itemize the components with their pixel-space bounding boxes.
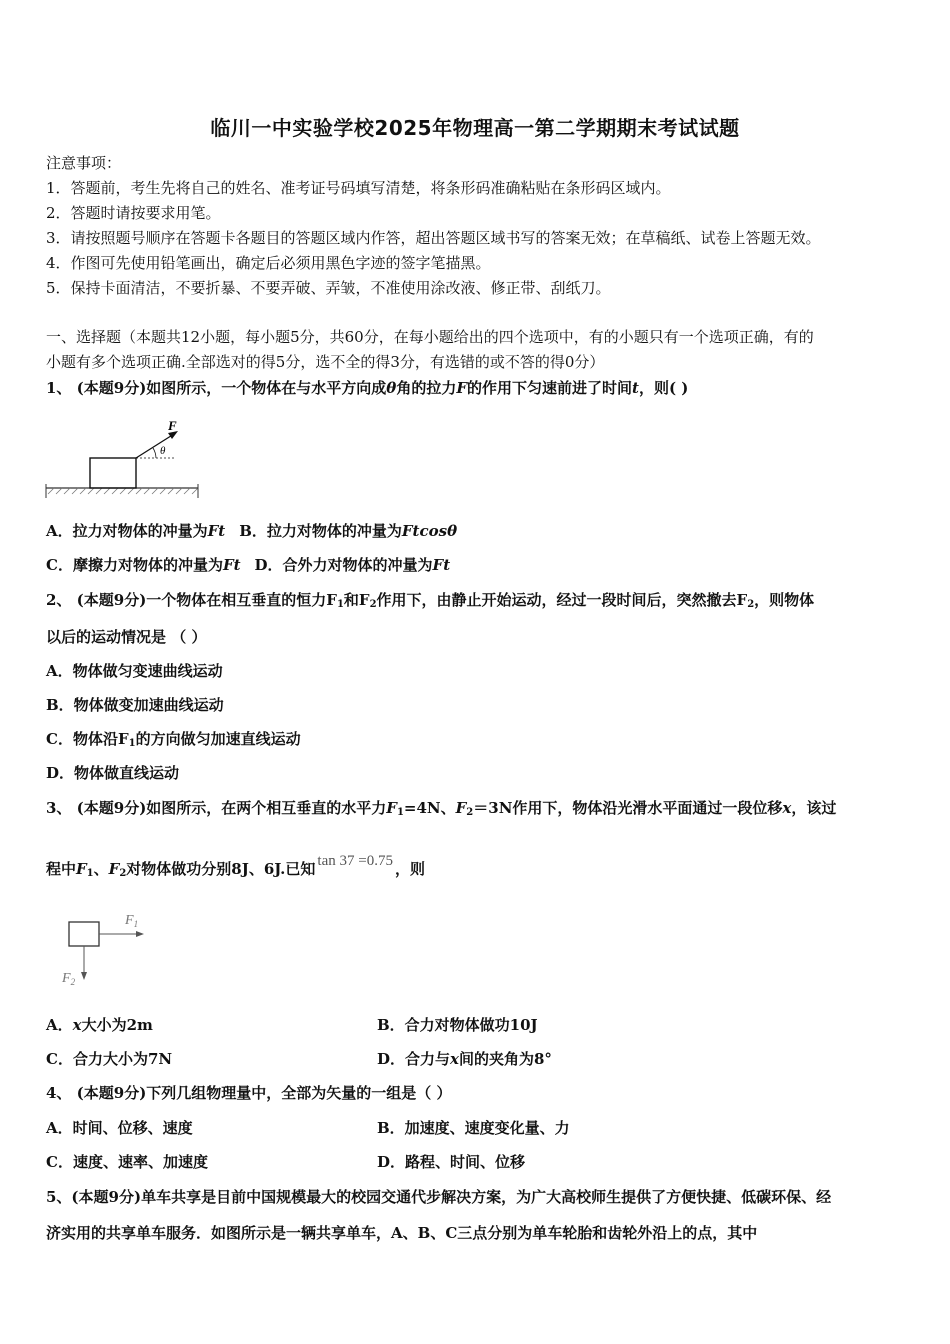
q2-stem-line2: 以后的运动情况是 （ ） [46,628,207,646]
q3-option-c: C．合力大小为7N [46,1050,173,1068]
q2-option-c: C．物体沿$F_1$的方向做匀加速直线运动 [46,730,301,749]
q1-options-ab: A．拉力对物体的冲量为Ft B．拉力对物体的冲量为Ftcosθ [46,522,458,540]
q2-option-b: B．物体做变加速曲线运动 [46,696,224,714]
q5-stem-line1: 5、(本题9分)单车共享是目前中国规模最大的校园交通代步解决方案，为广大高校师生提供了方便快捷、低碳环保、经 [46,1188,832,1206]
q3-figure [56,908,156,990]
page-title: 临川一中实验学校2025年物理高一第二学期期末考试试题 [210,116,740,140]
q2-option-a: A．物体做匀变速曲线运动 [46,662,223,680]
block-shape [90,458,136,488]
force-label-F2: $F_2$ [62,971,76,987]
q1-figure [44,418,204,502]
q4-option-c: C．速度、速率、加速度 [46,1153,208,1171]
notice-item: 2．答题时请按要求用笔。 [46,204,221,222]
q2-option-d: D．物体做直线运动 [46,764,180,782]
block-shape [69,922,99,946]
q4-option-d: D．路程、时间、位移 [377,1153,526,1171]
notice-item: 1．答题前，考生先将自己的姓名、准考证号码填写清楚，将条形码准确粘贴在条形码区域内。 [46,179,671,197]
force-label-F: F [168,418,177,433]
q1-options-cd: C．摩擦力对物体的冲量为Ft D．合外力对物体的冲量为Ft [46,556,451,574]
q4-stem: 4、 (本题9分)下列几组物理量中，全部为矢量的一组是（ ） [46,1084,452,1102]
notice-heading: 注意事项： [46,154,122,172]
force-label-F1: $F_1$ [125,913,139,929]
q3-stem: 3、 (本题9分)如图所示，在两个相互垂直的水平力$F_1=4N$、$F_2=3N$作用下，物体沿光滑水平面通过一段位移x，该过 [46,799,837,818]
q3-option-b: B．合力对物体做功10J [377,1016,538,1034]
notice-item: 3．请按照题号顺序在答题卡各题目的答题区域内作答，超出答题区域书写的答案无效；在草稿纸、试卷上答题无效。 [46,229,821,247]
q2-stem: 2、 (本题9分)一个物体在相互垂直的恒力$F_1$和$F_2$作用下，由静止开始运动，经过一段时间后，突然撤去$F_2$，则物体 [46,591,815,610]
tan-formula: tan 37 =0.75 [317,853,393,869]
q3-stem-line2: 程中$F_1$、$F_2$对物体做功分别8J、6J.已知 tan 37 =0.75 ，则 [46,853,425,879]
q4-option-b: B．加速度、速度变化量、力 [377,1119,570,1137]
notice-item: 4．作图可先使用铅笔画出，确定后必须用黑色字迹的签字笔描黑。 [46,254,491,272]
q3-option-a: A．x大小为2m [46,1016,153,1034]
q1-stem: 1、 (本题9分)如图所示，一个物体在与水平方向成θ角的拉力F的作用下匀速前进了时间t，则( ) [46,379,689,397]
q4-option-a: A．时间、位移、速度 [46,1119,193,1137]
q3-option-d: D．合力与x间的夹角为8° [377,1050,552,1068]
notice-item: 5．保持卡面清洁，不要折暴、不要弄破、弄皱，不准使用涂改液、修正带、刮纸刀。 [46,279,611,297]
section-heading-line1: 一、选择题（本题共12小题，每小题5分，共60分，在每小题给出的四个选项中，有的小题只有一个选项正确，有的 [46,328,814,346]
section-heading-line2: 小题有多个选项正确.全部选对的得5分，选不全的得3分，有选错的或不答的得0分） [46,353,605,371]
q5-stem-line2: 济实用的共享单车服务．如图所示是一辆共享单车，A、B、C三点分别为单车轮胎和齿轮外沿上的点，其中 [46,1224,758,1242]
angle-label-theta: θ [160,445,166,457]
